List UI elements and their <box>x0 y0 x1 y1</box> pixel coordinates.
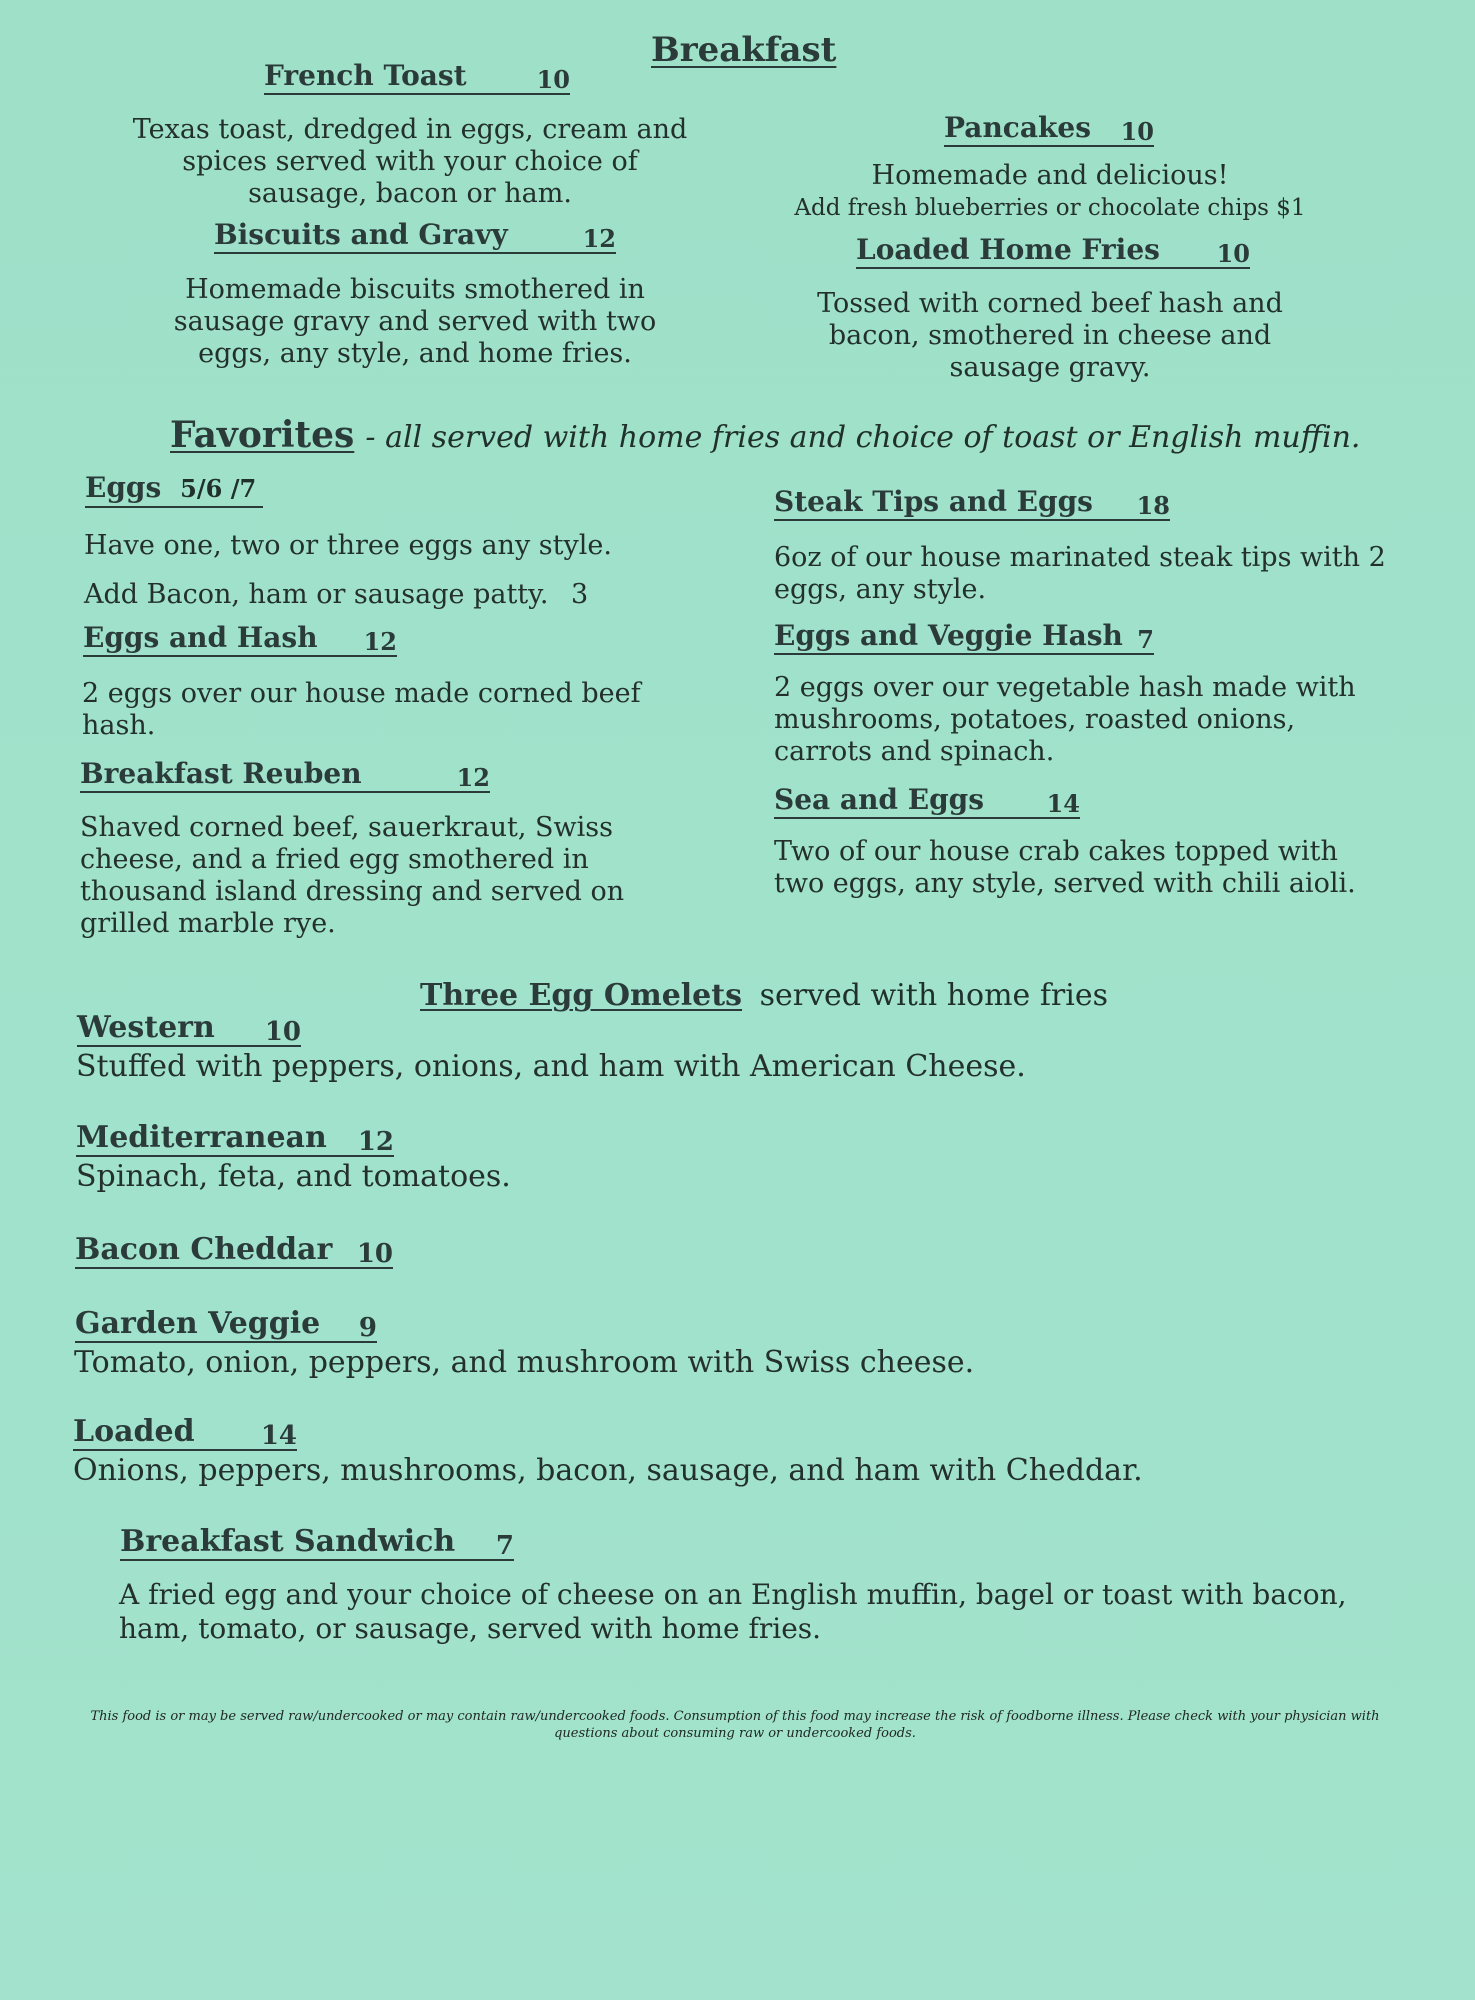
item-price: 9 <box>358 1313 377 1343</box>
item-name: Loaded Home Fries <box>856 233 1160 266</box>
omelets-subtitle: served with home fries <box>759 978 1109 1013</box>
item-price: 12 <box>456 763 490 792</box>
mediterranean-heading <box>76 1122 394 1157</box>
item-name: Pancakes <box>944 111 1091 144</box>
eggs-veggie-hash-heading <box>774 620 1154 655</box>
item-name: Biscuits and Gravy <box>214 218 508 251</box>
favorites-subtitle: - all served with home fries and choice of toast or English muffin. <box>365 420 1361 455</box>
item-name: Bacon Cheddar <box>75 1232 333 1267</box>
item-price: 18 <box>1136 491 1170 520</box>
breakfast-sandwich-desc: A fried egg and your choice of cheese on an English muffin, bagel or toast with bacon, ham, tomato, or sausage, served with home fries. <box>119 1578 1347 1645</box>
item-name: Breakfast Sandwich <box>120 1524 456 1559</box>
breakfast-title: Breakfast <box>651 30 837 70</box>
pancakes-addon: Add fresh blueberries or chocolate chips $1 <box>794 195 1306 221</box>
breakfast-reuben-desc: Shaved corned beef, sauerkraut, Swiss cheese, and a fried egg smothered in thousand island dressing and served on grilled marble rye. <box>80 812 625 939</box>
sea-eggs-heading <box>774 784 1080 819</box>
pancakes-desc: Homemade and delicious! <box>871 160 1229 191</box>
item-name: Mediterranean <box>76 1120 327 1155</box>
item-name: Western <box>77 1010 215 1045</box>
food-safety-disclaimer: This food is or may be served raw/undercooked or may contain raw/undercooked foods. Consumption of this food may increase the risk of foodborne illness. Please check with your physician with questions about consuming raw or undercooked foods. <box>90 1709 1380 1741</box>
french-toast-heading <box>264 60 570 95</box>
western-heading <box>77 1012 301 1047</box>
item-name: French Toast <box>264 59 467 92</box>
sea-eggs-desc: Two of our house crab cakes topped with two eggs, any style, served with chili aioli. <box>774 836 1356 899</box>
garden-veggie-heading <box>75 1308 377 1343</box>
item-price: 10 <box>264 1017 301 1047</box>
item-name: Breakfast Reuben <box>80 757 362 790</box>
item-name: Sea and Eggs <box>774 783 985 816</box>
eggs-hash-heading <box>83 622 397 657</box>
biscuits-gravy-desc: Homemade biscuits smothered in sausage gravy and served with two eggs, any style, and home fries. <box>173 274 657 369</box>
french-toast-desc: Texas toast, dredged in eggs, cream and spices served with your choice of sausage, bacon or ham. <box>132 114 688 209</box>
item-price: 14 <box>260 1421 297 1451</box>
favorites-title: Favorites <box>170 414 355 456</box>
pancakes-heading <box>944 112 1154 147</box>
biscuits-gravy-heading <box>214 219 616 254</box>
item-price: 7 <box>1137 625 1154 654</box>
eggs-addon-price: 3 <box>571 579 589 610</box>
eggs-heading <box>85 472 263 508</box>
eggs-desc: Have one, two or three eggs any style. <box>84 530 612 561</box>
item-price: 10 <box>1120 117 1154 146</box>
garden-veggie-desc: Tomato, onion, peppers, and mushroom with Swiss cheese. <box>74 1345 975 1380</box>
favorites-header <box>170 414 1360 456</box>
item-name: Loaded <box>73 1414 195 1449</box>
item-name: Eggs <box>85 471 162 504</box>
loaded-home-fries-heading <box>856 234 1250 269</box>
omelets-header <box>420 978 1108 1013</box>
item-price: 10 <box>536 65 570 94</box>
bacon-cheddar-heading <box>75 1234 393 1269</box>
loaded-omelet-heading <box>73 1416 297 1451</box>
omelets-title: Three Egg Omelets <box>420 978 743 1013</box>
item-name: Eggs and Hash <box>83 621 318 654</box>
item-price: 12 <box>357 1127 394 1157</box>
loaded-home-fries-desc: Tossed with corned beef hash and bacon, smothered in cheese and sausage gravy. <box>817 288 1283 383</box>
item-price: 12 <box>363 627 397 656</box>
steak-tips-heading <box>774 486 1170 521</box>
item-price: 12 <box>582 224 616 253</box>
steak-tips-desc: 6oz of our house marinated steak tips with 2 eggs, any style. <box>774 542 1386 605</box>
eggs-addon <box>84 579 724 611</box>
eggs-addon-text: Add Bacon, ham or sausage patty. <box>84 579 549 610</box>
item-price: 14 <box>1046 789 1080 818</box>
item-price: 10 <box>1216 239 1250 268</box>
item-name: Steak Tips and Eggs <box>774 485 1093 518</box>
breakfast-sandwich-heading <box>120 1526 514 1561</box>
item-price: 10 <box>356 1239 393 1269</box>
loaded-omelet-desc: Onions, peppers, mushrooms, bacon, sausage, and ham with Cheddar. <box>73 1453 1143 1488</box>
item-name: Eggs and Veggie Hash <box>774 619 1123 652</box>
western-desc: Stuffed with peppers, onions, and ham with American Cheese. <box>76 1049 1026 1084</box>
item-name: Garden Veggie <box>75 1306 321 1341</box>
mediterranean-desc: Spinach, feta, and tomatoes. <box>76 1159 511 1194</box>
eggs-hash-desc: 2 eggs over our house made corned beef hash. <box>82 678 641 741</box>
breakfast-reuben-heading <box>80 758 490 793</box>
eggs-veggie-hash-desc: 2 eggs over our vegetable hash made with mushrooms, potatoes, roasted onions, carrots and spinach. <box>774 672 1356 767</box>
item-price: 5/6 /7 <box>180 474 257 503</box>
item-price: 7 <box>495 1531 514 1561</box>
